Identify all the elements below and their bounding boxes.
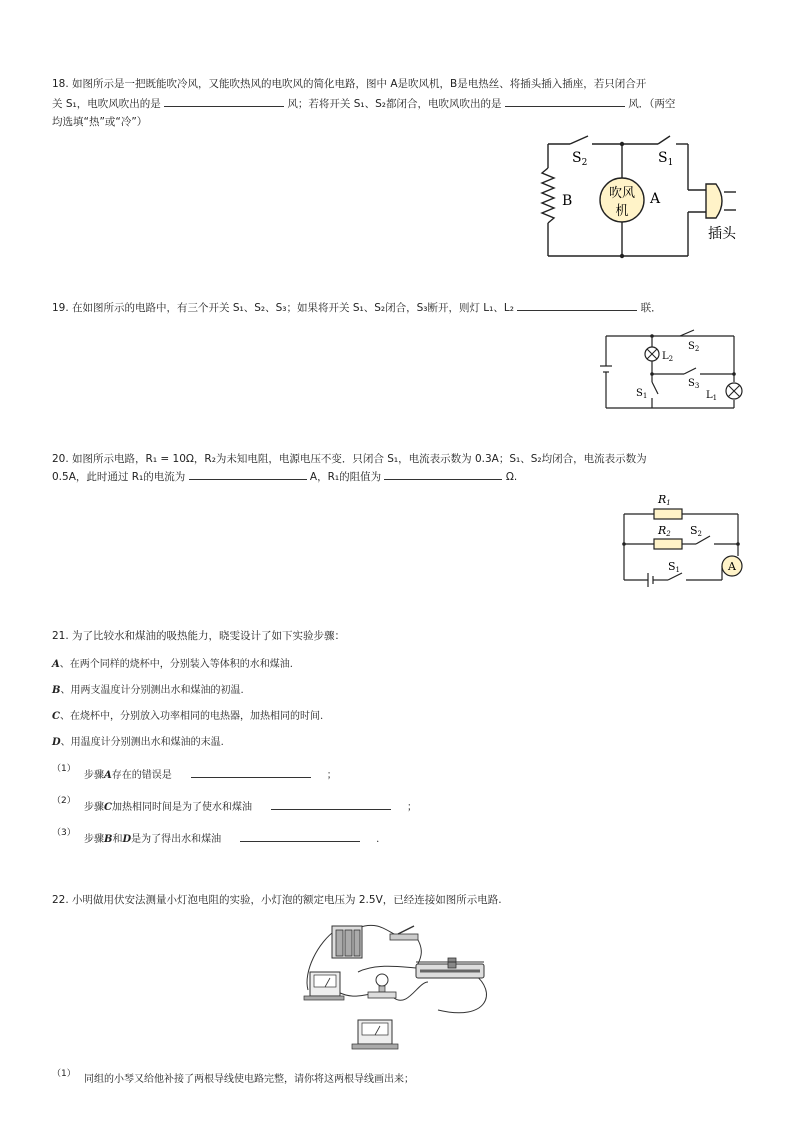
q18-line2 — [52, 94, 675, 114]
fig19-s3-label: $S_3$ — [688, 378, 700, 390]
rheostat-icon — [416, 958, 484, 978]
q18-figure — [530, 128, 770, 268]
q18-text-a: 关 S₁，电吹风吹出的是 — [52, 98, 161, 110]
q20-line2 — [52, 467, 517, 487]
q18-line3: 均选填“热”或“冷”） — [52, 116, 148, 128]
light-bulb-icon — [368, 974, 396, 998]
q19-figure — [596, 326, 746, 418]
fig19-l2-label: $L_2$ — [662, 351, 674, 363]
fig18-motor-label-2: 机 — [615, 204, 629, 219]
q22-title: 22. 小明做用伏安法测量小灯泡电阻的实验，小灯泡的额定电压为 2.5V，已经连接如图所示电路. — [52, 894, 502, 906]
fig18-plug-label: 插头 — [708, 226, 736, 242]
q18-blank-1[interactable] — [164, 94, 284, 107]
fig20-s1-label: S1 — [668, 560, 681, 574]
resistor-r2-icon — [654, 539, 682, 549]
battery-icon — [332, 926, 362, 958]
fig19-s1-label: $S_1$ — [636, 388, 648, 400]
fig20-r2-label: R2 — [658, 524, 671, 538]
q22-apparatus-figure — [298, 912, 504, 1056]
q20-line1: 20. 如图所示电路，R₁ = 10Ω，R₂为未知电阻，电源电压不变．只闭合 S₁，电流表示数为 0.3A；S₁、S₂均闭合，电流表示数为 — [52, 453, 647, 465]
fig18-s2-label: $S_2$ — [572, 150, 588, 168]
fig20-s2-label: S2 — [690, 524, 703, 538]
ammeter-device-icon — [352, 1020, 398, 1049]
q18-line1: 18. 如图所示是一把既能吹冷风，又能吹热风的电吹风的简化电路，图中 A是吹风机，B是电热丝、将插头插入插座，若只闭合开 — [52, 78, 647, 90]
q21-step-d: D、用温度计分别测出水和煤油的末温. — [52, 737, 224, 748]
q20-text-c: Ω. — [505, 471, 518, 483]
q20-figure — [612, 490, 752, 590]
q19-line1 — [52, 298, 662, 318]
q18-text-b: 风；若将开关 S₁、S₂都闭合，电吹风吹出的是 — [287, 98, 502, 110]
fig18-b-label: B — [562, 193, 573, 209]
fig20-a-label: A — [728, 560, 736, 573]
q21-step-b: B、用两支温度计分别测出水和煤油的初温. — [52, 685, 244, 696]
resistor-r1-icon — [654, 509, 682, 519]
q21-blank-3[interactable] — [240, 829, 360, 842]
q19-blank[interactable] — [517, 298, 637, 311]
q21-step-c: C、在烧杯中，分别放入功率相同的电热器，加热相同的时间. — [52, 711, 324, 722]
q21-step-a: A、在两个同样的烧杯中，分别装入等体积的水和煤油. — [52, 659, 293, 670]
fig20-r1-label: R1 — [658, 493, 671, 507]
voltmeter-icon — [304, 972, 344, 1000]
q18-text-c: 风．（两空 — [628, 98, 676, 110]
q20-text-a: 0.5A，此时通过 R₁的电流为 — [52, 471, 186, 483]
lamp-l2-icon — [645, 347, 659, 361]
q20-blank-1[interactable] — [189, 467, 307, 480]
q18-blank-2[interactable] — [505, 94, 625, 107]
fig19-l1-label: $L_1$ — [706, 390, 718, 402]
lamp-l1-icon — [726, 383, 742, 399]
q21-title: 21. 为了比较水和煤油的吸热能力，晓雯设计了如下实验步骤： — [52, 630, 346, 642]
plug-icon — [706, 184, 722, 218]
q20-blank-2[interactable] — [384, 467, 502, 480]
fig19-s2-label: $S_2$ — [688, 341, 700, 353]
q21-blank-1[interactable] — [191, 765, 311, 778]
fig18-s1-label: $S_1$ — [658, 150, 674, 168]
fig18-motor-label-1: 吹风 — [608, 186, 636, 201]
q21-blank-2[interactable] — [271, 797, 391, 810]
fig18-a-label: A — [650, 191, 661, 207]
q19-text-a: 19. 在如图所示的电路中，有三个开关 S₁、S₂、S₃；如果将开关 S₁、S₂闭合，S₃断开，则灯 L₁、L₂ — [52, 302, 514, 314]
q20-text-b: A，R₁的阻值为 — [309, 471, 382, 483]
q19-text-b: 联． — [640, 302, 662, 314]
switch-icon — [390, 926, 418, 940]
